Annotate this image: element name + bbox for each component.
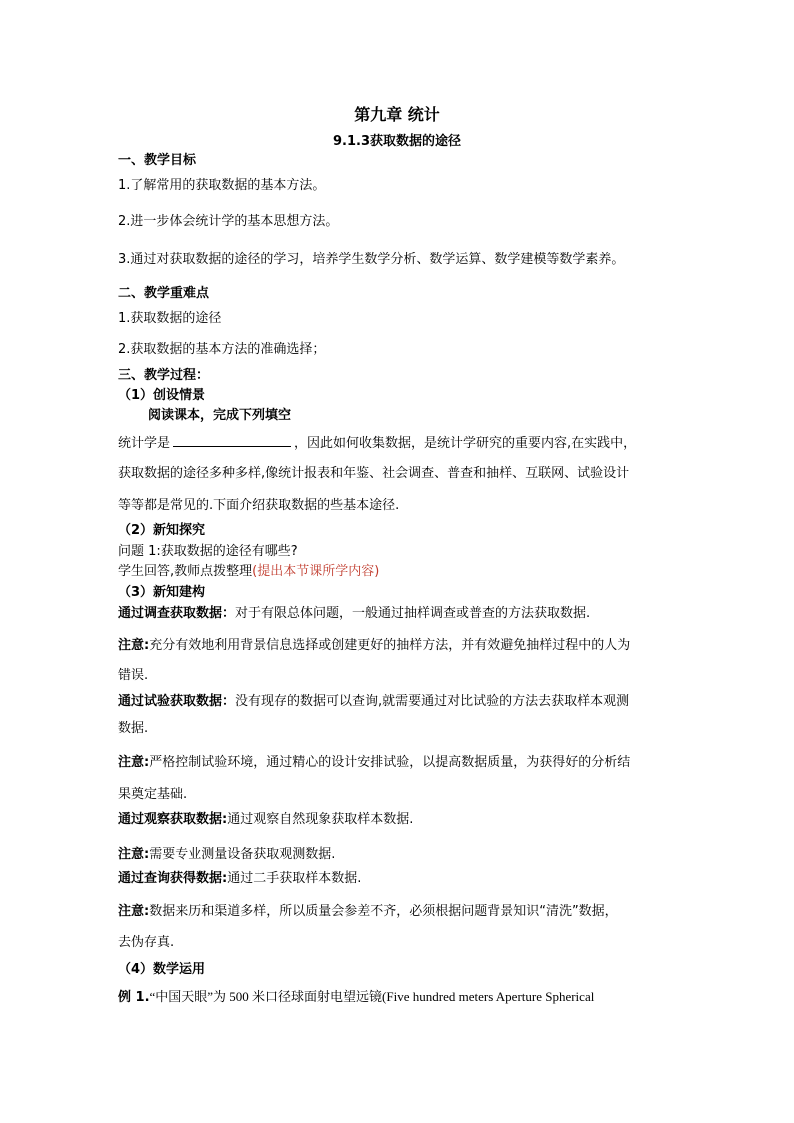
- note-1-label: 注意:: [118, 638, 150, 653]
- heading-process: 三、教学过程：: [118, 368, 210, 383]
- paragraph-line-1: [118, 434, 636, 453]
- note-1-text: 充分有效地利用背景信息选择或创建更好的抽样方法，并有效避免抽样过程中的人为: [149, 638, 631, 653]
- teacher-note-text: 学生回答,教师点拨整理: [118, 564, 253, 579]
- experiment-method: [118, 693, 629, 711]
- survey-method: [118, 605, 590, 623]
- experiment-continued: 数据.: [118, 721, 149, 736]
- goal-2: 2.进一步体会统计学的基本思想方法。: [118, 214, 339, 229]
- goal-1: 1.了解常用的获取数据的基本方法。: [118, 178, 326, 193]
- paragraph-line-3: 等等都是常见的.下面介绍获取数据的些基本途径.: [118, 498, 400, 513]
- chapter-title: 第九章 统计: [354, 105, 440, 124]
- note-4: [118, 903, 618, 921]
- paragraph-suffix: ，因此如何收集数据，是统计学研究的重要内容,在实践中，: [294, 436, 637, 451]
- note-1-continued: 错误.: [118, 668, 149, 683]
- goal-3: 3.通过对获取数据的途径的学习，培养学生数学分析、数学运算、数学建模等数学素养。: [118, 252, 625, 267]
- key-point-1: 1.获取数据的途径: [118, 311, 222, 326]
- section-title: 9.1.3获取数据的途径: [332, 134, 461, 149]
- note-3-label: 注意:: [118, 847, 150, 862]
- example-1-text: “中国天眼”为 500 米口径球面射电望远镜(Five hundred meters Aperture Spherical: [149, 989, 595, 1004]
- observation-label: 通过观察获取数据:: [118, 812, 228, 827]
- question-1: 问题 1:获取数据的途径有哪些?: [118, 544, 298, 559]
- note-3: [118, 846, 335, 864]
- note-4-text: 数据来历和渠道多样，所以质量会参差不齐，必须根据问题背景知识“清洗”数据，: [149, 904, 618, 919]
- teacher-note: [118, 563, 379, 581]
- survey-text: 对于有限总体问题，一般通过抽样调查或普查的方法获取数据.: [235, 606, 591, 621]
- subheading-scenario: （1）创设情景: [118, 388, 206, 403]
- paragraph-prefix: 统计学是: [118, 436, 171, 451]
- experiment-text: 没有现存的数据可以查询,就需要通过对比试验的方法去获取样本观测: [235, 694, 630, 709]
- paragraph-line-2: 获取数据的途径多种多样,像统计报表和年鉴、社会调查、普查和抽样、互联网、试验设计: [118, 466, 630, 481]
- note-2-continued: 果奠定基础.: [118, 787, 188, 802]
- example-1: [118, 988, 594, 1007]
- teacher-note-highlight: (提出本节课所学内容): [252, 564, 380, 579]
- survey-label: 通过调查获取数据：: [118, 606, 236, 621]
- subheading-explore: （2）新知探究: [118, 523, 206, 538]
- observation-method: [118, 811, 413, 829]
- heading-key-points: 二、教学重难点: [118, 286, 210, 301]
- reading-task: 阅读课本，完成下列填空: [148, 408, 292, 423]
- note-1: [118, 637, 630, 655]
- note-2: [118, 754, 630, 772]
- note-4-continued: 去伪存真.: [118, 935, 175, 950]
- query-method: [118, 870, 361, 888]
- experiment-label: 通过试验获取数据：: [118, 694, 236, 709]
- example-1-label: 例 1.: [118, 990, 150, 1005]
- note-3-text: 需要专业测量设备获取观测数据.: [149, 847, 336, 862]
- observation-text: 通过观察自然现象获取样本数据.: [227, 812, 414, 827]
- subheading-application: （4）数学运用: [118, 962, 206, 977]
- subheading-construct: （3）新知建构: [118, 585, 206, 600]
- query-text: 通过二手获取样本数据.: [227, 871, 362, 886]
- heading-goals: 一、教学目标: [118, 153, 197, 168]
- fill-in-blank[interactable]: [173, 434, 291, 447]
- note-2-label: 注意:: [118, 755, 150, 770]
- query-label: 通过查询获得数据:: [118, 871, 228, 886]
- note-4-label: 注意:: [118, 904, 150, 919]
- key-point-2: 2.获取数据的基本方法的准确选择；: [118, 342, 326, 357]
- note-2-text: 严格控制试验环境，通过精心的设计安排试验，以提高数据质量，为获得好的分析结: [149, 755, 631, 770]
